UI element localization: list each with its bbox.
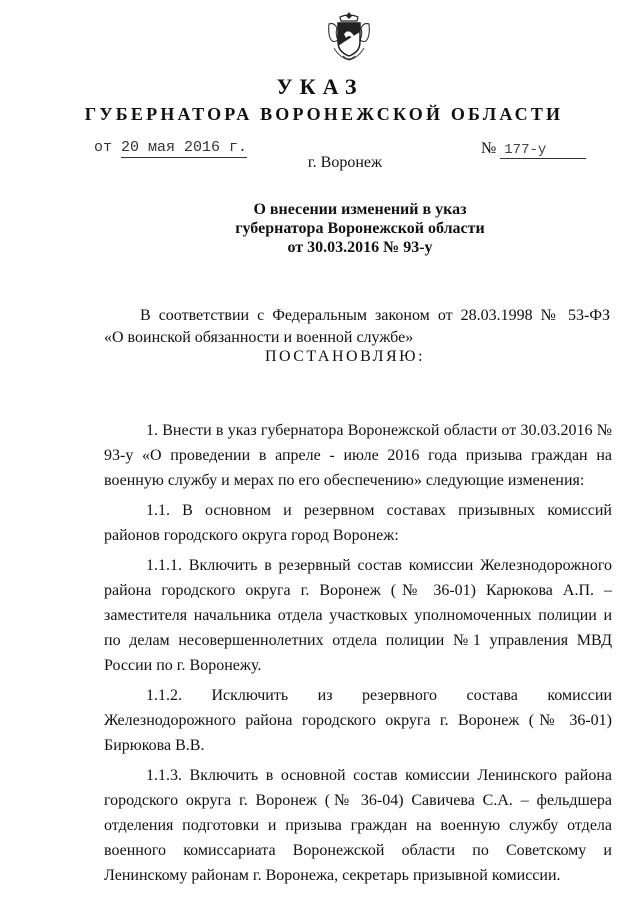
preamble [104,305,610,349]
body-paragraph: 1.1.3. Включить в основной состав комиссии Ленинского района городского округа г. Воронеж (№ 36-04) Савичева С.А. – фельдшера отделения подготовки и призыва граждан на военную службу отдела военного комиссариата Воронежской области по Советскому и Ленинскому районам г. Воронежа, секретарь призывной комиссии. [104,767,612,884]
preamble-line: «О воинской обязанности и военной службе» [104,329,414,346]
document-type-title: УКАЗ [276,74,364,99]
date-value: 20 мая 2016 г. [121,139,248,156]
preamble-line: В соответствии с Федеральным законом от 28.03.1998 № 53-ФЗ [140,307,610,324]
decree-word: ПОСТАНОВЛЯЮ: [264,348,426,365]
heading-line: от 30.03.2016 № 93-у [287,239,433,256]
date-prefix: от [94,139,113,156]
coat-of-arms-icon [326,8,372,64]
issuer-title: ГУБЕРНАТОРА ВОРОНЕЖСКОЙ ОБЛАСТИ [84,104,564,124]
heading-line: О внесении изменений в указ [253,201,467,218]
decree-heading [140,200,580,257]
city: г. Воронеж [307,154,383,171]
number-prefix: № [481,140,497,157]
body-paragraph: 1. Внести в указ губернатора Воронежской области от 30.03.2016 № 93-у «О проведении в апреле - июле 2016 года призыва граждан на военную службу и мерах по его обеспечению» следующие изменения: [104,422,612,489]
decree-body [104,418,612,893]
body-paragraph: 1.1.1. Включить в резервный состав комиссии Железнодорожного района городского округа г. Воронеж (№ 36-01) Карюкова А.П. – заместителя начальника отдела участковых уполномоченных полиции и по делам несовершеннолетних отдела полиции №1 управления МВД России по г. Воронежу. [104,557,612,674]
heading-line: губернатора Воронежской области [235,220,485,237]
number-value: 177-у [500,142,586,159]
body-paragraph: 1.1.2. Исключить из резервного состава комиссии Железнодорожного района городского округа г. Воронеж (№ 36-01) Бирюкова В.В. [104,687,612,754]
body-paragraph: 1.1. В основном и резервном составах призывных комиссий районов городского округа город Воронеж: [104,502,612,544]
